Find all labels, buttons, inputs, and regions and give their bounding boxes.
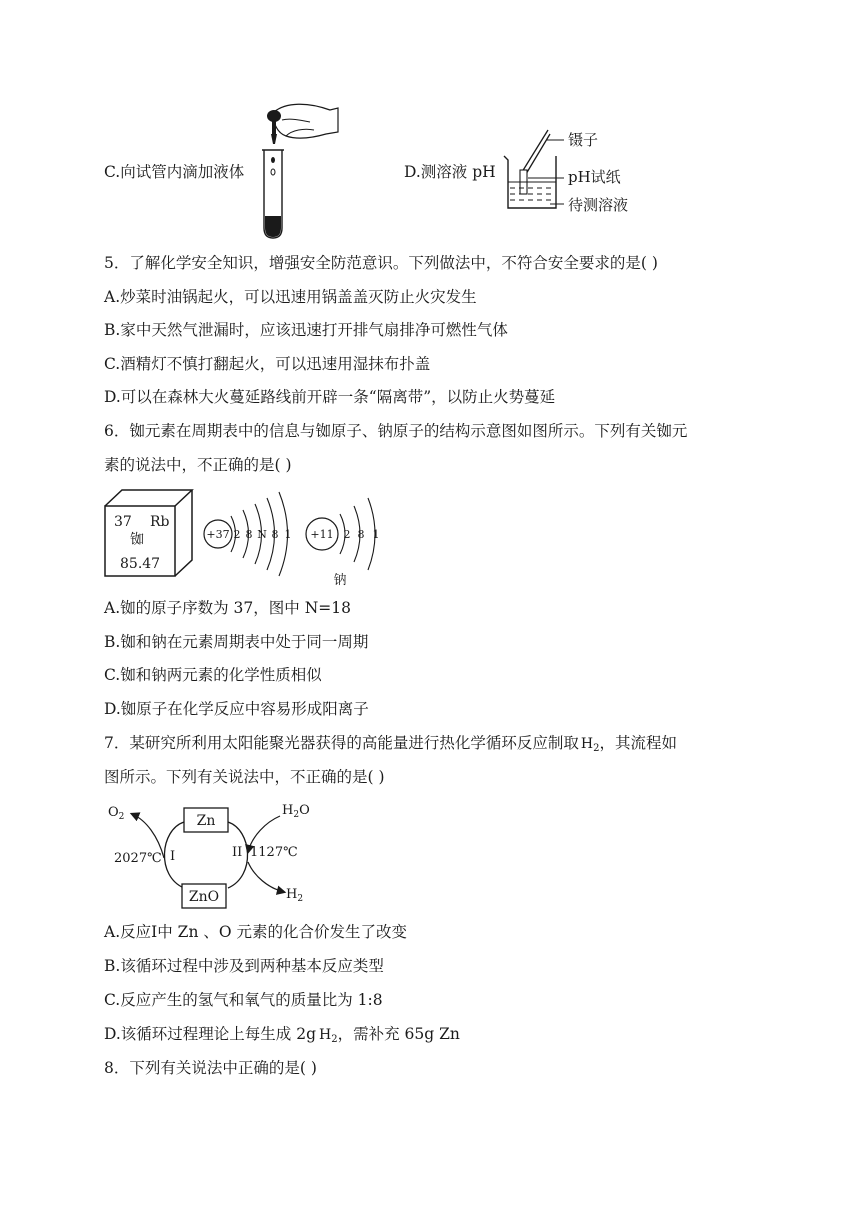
cell-symbol: Rb bbox=[150, 514, 170, 530]
q7-option-d: D.该循环过程理论上每生成 2g $H_2$，需补充 65g Zn bbox=[104, 1025, 460, 1045]
ph-test-beaker-figure bbox=[500, 126, 564, 216]
rb-shell-3: N bbox=[257, 528, 267, 541]
na-shell-2: 8 bbox=[357, 528, 365, 541]
label-ph-paper: pH试纸 bbox=[568, 168, 621, 186]
rb-shell-1: 2 bbox=[233, 528, 241, 541]
reaction-ii-label: II bbox=[232, 845, 243, 860]
rb-nucleus: +37 bbox=[206, 528, 230, 541]
q6-option-d: D.铷原子在化学反应中容易形成阳离子 bbox=[104, 700, 369, 718]
q5-stem: 5．了解化学安全知识，增强安全防范意识。下列做法中，不符合安全要求的是( ) bbox=[104, 254, 658, 272]
na-name: 钠 bbox=[333, 573, 347, 588]
q7-stem-line1: 7．某研究所利用太阳能聚光器获得的高能量进行热化学循环反应制取 $H_2$，其流程如 bbox=[104, 734, 677, 754]
na-nucleus: +11 bbox=[310, 528, 334, 541]
rubidium-sodium-figure bbox=[100, 486, 390, 592]
q6-option-b: B.铷和钠在元素周期表中处于同一周期 bbox=[104, 633, 369, 651]
zn-label: Zn bbox=[196, 813, 216, 829]
rb-atom-diagram bbox=[204, 492, 292, 576]
label-tweezers: 镊子 bbox=[568, 131, 599, 149]
q6-stem-line1: 6．铷元素在周期表中的信息与铷原子、钠原子的结构示意图如图所示。下列有关铷元 bbox=[104, 422, 688, 440]
dropper-test-tube-figure bbox=[252, 98, 340, 240]
q8-stem: 8．下列有关说法中正确的是( ) bbox=[104, 1059, 317, 1077]
q6-option-c: C.铷和钠两元素的化学性质相似 bbox=[104, 666, 322, 684]
rb-shell-2: 8 bbox=[245, 528, 253, 541]
h2-label: $H_2$ bbox=[286, 887, 304, 904]
q6-option-a: A.铷的原子序数为 37，图中 N=18 bbox=[104, 599, 351, 617]
na-shell-3: 1 bbox=[372, 528, 380, 541]
o2-label: $O_2$ bbox=[108, 805, 125, 822]
cell-mass: 85.47 bbox=[120, 556, 161, 572]
q7-option-c: C.反应产生的氢气和氧气的质量比为 1:8 bbox=[104, 991, 383, 1009]
q5-option-a: A.炒菜时油锅起火，可以迅速用锅盖盖灭防止火灾发生 bbox=[104, 288, 477, 306]
q7-stem-line2: 图所示。下列有关说法中，不正确的是( ) bbox=[104, 768, 385, 786]
q5-option-d: D.可以在森林大火蔓延路线前开辟一条“隔离带”，以防止火势蔓延 bbox=[104, 388, 556, 406]
label-solution: 待测溶液 bbox=[568, 196, 629, 214]
rb-shell-4: 8 bbox=[271, 528, 279, 541]
rb-shell-5: 1 bbox=[284, 528, 292, 541]
cell-number: 37 bbox=[114, 514, 132, 530]
zno-label: ZnO bbox=[188, 889, 220, 905]
q4-option-c: C.向试管内滴加液体 bbox=[104, 163, 245, 181]
q5-option-c: C.酒精灯不慎打翻起火，可以迅速用湿抹布扑盖 bbox=[104, 355, 431, 373]
periodic-cell bbox=[105, 490, 192, 576]
q6-stem-line2: 素的说法中，不正确的是( ) bbox=[104, 456, 292, 474]
q7-option-a: A.反应Ⅰ中 Zn 、O 元素的化合价发生了改变 bbox=[104, 923, 407, 941]
zn-cycle-diagram bbox=[100, 796, 320, 912]
reaction-i-label: I bbox=[170, 849, 176, 864]
q7-option-b: B.该循环过程中涉及到两种基本反应类型 bbox=[104, 957, 384, 975]
q5-option-b: B.家中天然气泄漏时，应该迅速打开排气扇排净可燃性气体 bbox=[104, 321, 508, 339]
temp-2027-label: 2027℃ bbox=[114, 851, 162, 866]
na-atom-diagram bbox=[306, 498, 380, 588]
cell-name: 铷 bbox=[130, 532, 144, 548]
h2o-label: $H_2O$ bbox=[282, 803, 310, 820]
na-shell-1: 2 bbox=[343, 528, 351, 541]
temp-1127-label: 1127℃ bbox=[250, 845, 298, 860]
q4-option-d: D.测溶液 pH bbox=[404, 163, 496, 181]
